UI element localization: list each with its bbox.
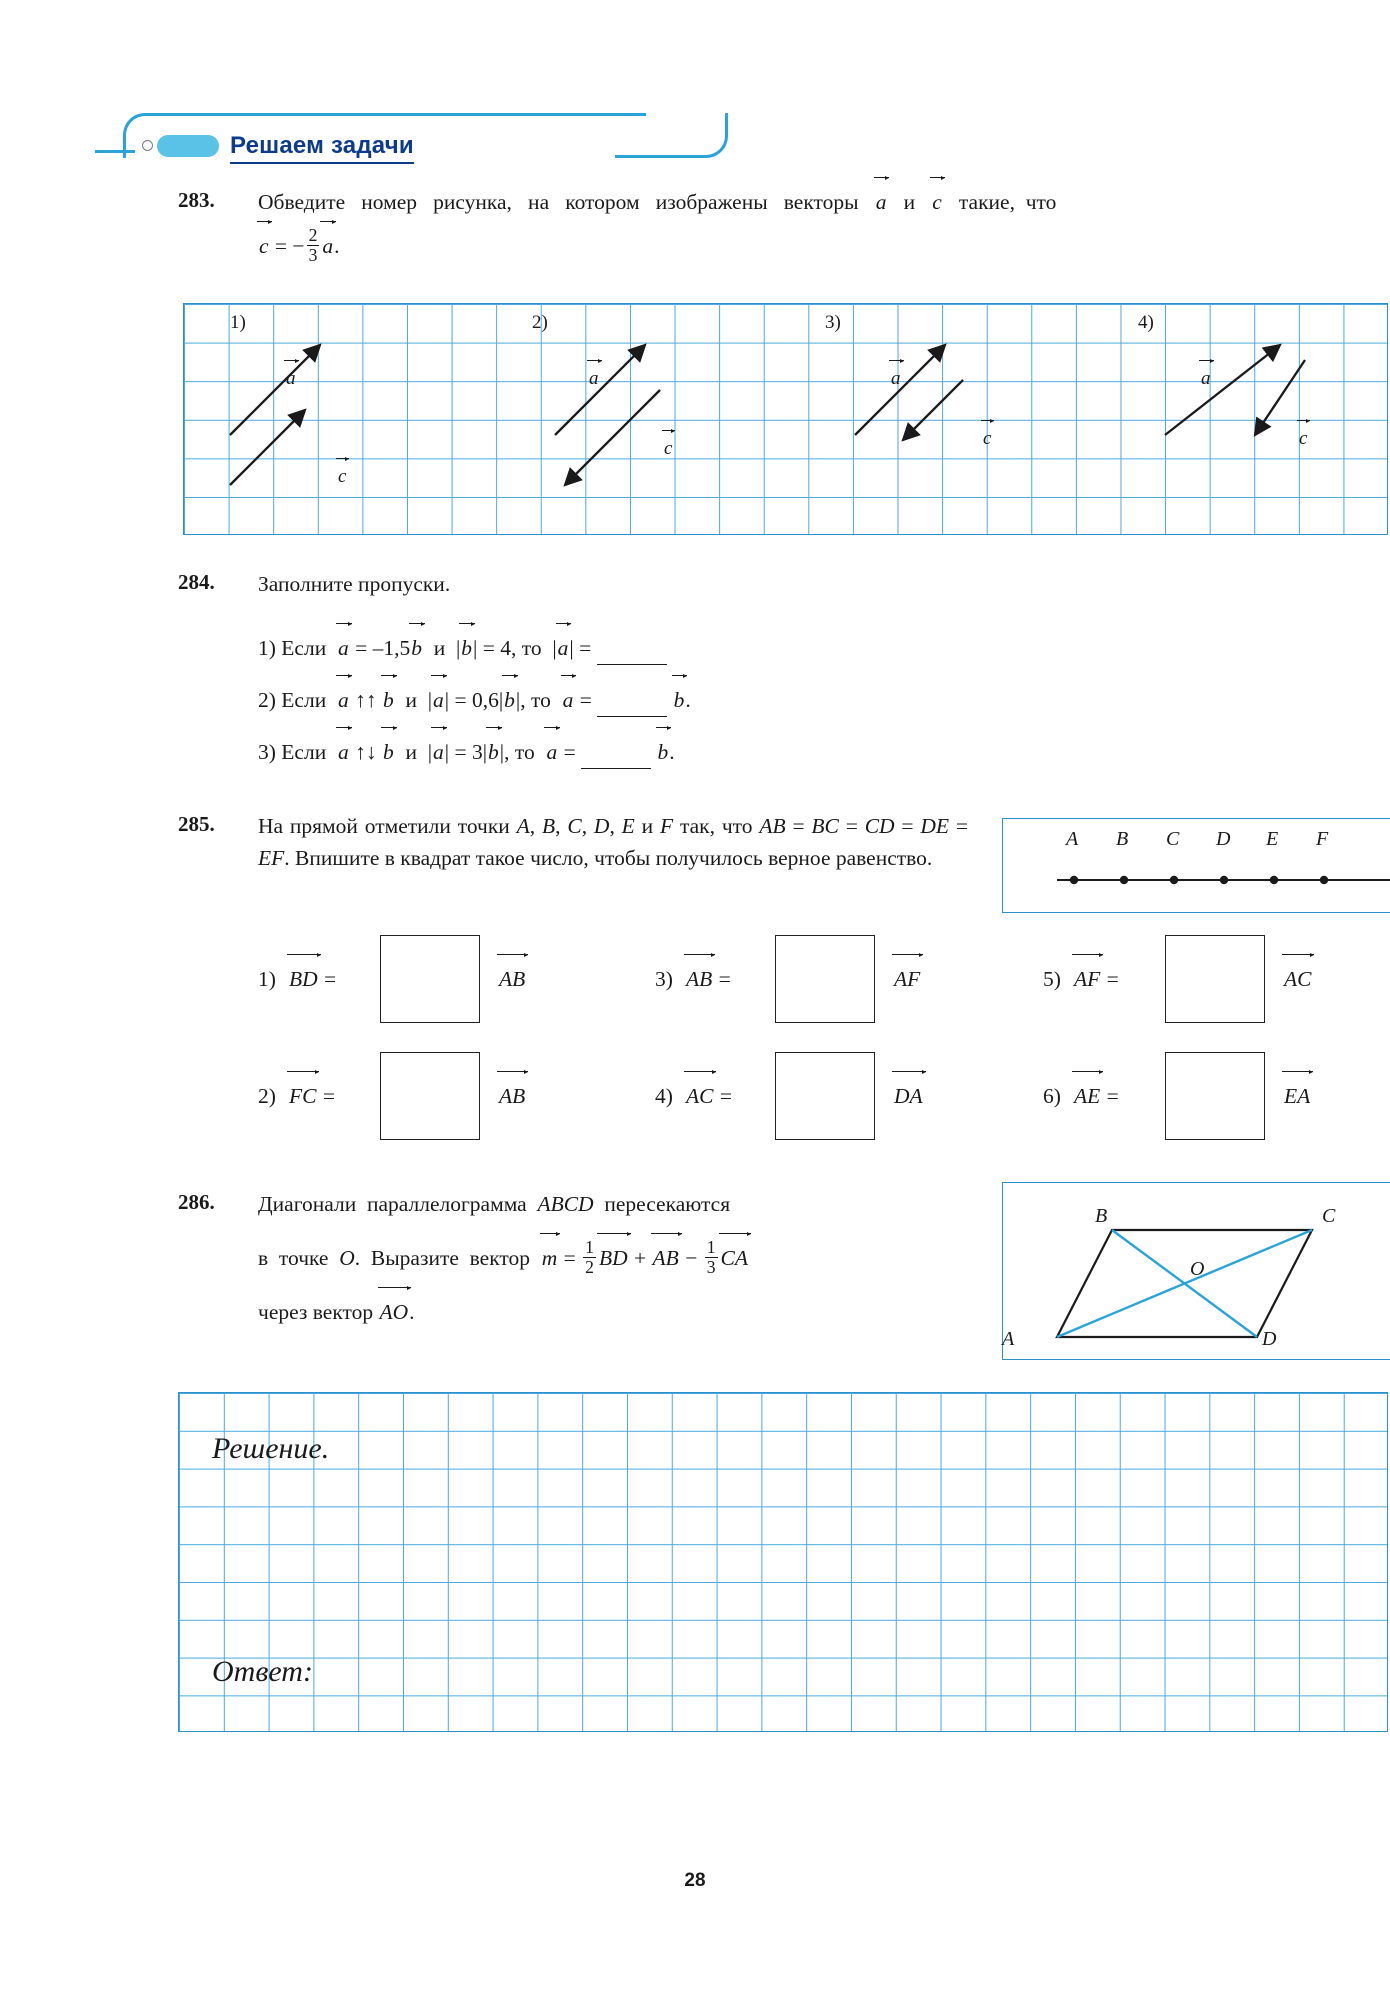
- blank-284-2[interactable]: [597, 684, 667, 717]
- figure-2-label-a: a: [589, 368, 599, 389]
- task-283-text: Обведите номер рисунка, на котором изображены векторы a и c такие, что: [258, 186, 1390, 218]
- eq-285-5-left: AF =: [1073, 963, 1119, 995]
- eq-285-1-left: BD =: [288, 963, 336, 995]
- page-number: 28: [684, 1870, 706, 1891]
- task-number-286: 286.: [178, 1190, 215, 1214]
- eq-285-4-input[interactable]: [775, 1052, 875, 1140]
- figure-2-label-c: c: [664, 438, 673, 459]
- figure-4-label-a: a: [1201, 368, 1211, 389]
- eq-285-3-left: AB =: [685, 963, 731, 995]
- header-frame-right: [615, 113, 728, 158]
- task-286-line2: в точке O. Выразите вектор m = $\frac{1}{2}$ BD + AB − $\frac{1}{3}$ CA: [258, 1237, 749, 1278]
- task-285-points-figure: [1002, 818, 1390, 913]
- task-286-line3: через вектор AO.: [258, 1296, 415, 1328]
- task-284-text: Заполните пропуски.: [258, 572, 451, 596]
- task-284-item-3: 3) Если a ↑↓ b и |a| = 3|b|, то a = b.: [258, 736, 675, 769]
- task-283-formula: c = − $\frac{2}{3}$ a.: [259, 225, 340, 266]
- figure-1-label-c: c: [338, 466, 347, 487]
- eq-285-3-marker: 3): [655, 967, 673, 991]
- figure-label-3: 3): [825, 312, 841, 333]
- point-label-B: B: [1116, 828, 1129, 850]
- figure-3-label-c: c: [983, 428, 992, 449]
- answer-label: Ответ:: [212, 1655, 313, 1688]
- eq-285-1-input[interactable]: [380, 935, 480, 1023]
- task-284-item-1: 1) Если a = –1,5b и |b| = 4, то |a| =: [258, 632, 667, 665]
- eq-285-2-input[interactable]: [380, 1052, 480, 1140]
- figure-2-vectors: [540, 325, 730, 525]
- parallelogram-label-A: A: [1002, 1328, 1015, 1350]
- parallelogram-label-B: B: [1095, 1205, 1108, 1227]
- header-pill-icon: [157, 135, 219, 157]
- point-label-C: C: [1166, 828, 1180, 850]
- blank-284-3[interactable]: [581, 736, 651, 769]
- blank-284-1[interactable]: [597, 632, 667, 665]
- eq-285-4-marker: 4): [655, 1084, 673, 1108]
- eq-285-2-left: FC =: [288, 1080, 335, 1112]
- point-label-E: E: [1266, 828, 1279, 850]
- section-title: Решаем задачи: [230, 132, 414, 164]
- task-286-line1: Диагонали параллелограмма ABCD пересекаются: [258, 1192, 731, 1216]
- figure-3-label-a: a: [891, 368, 901, 389]
- solution-label: Решение.: [212, 1432, 330, 1465]
- eq-285-3-input[interactable]: [775, 935, 875, 1023]
- eq-285-2-right: AB: [498, 1080, 526, 1112]
- eq-285-4-left: AC =: [685, 1080, 732, 1112]
- eq-285-2-marker: 2): [258, 1084, 276, 1108]
- figure-4-label-c: c: [1299, 428, 1308, 449]
- point-label-D: D: [1216, 828, 1231, 850]
- eq-285-4-right: DA: [893, 1080, 924, 1112]
- figure-3-vectors: [845, 325, 1035, 525]
- figure-label-2: 2): [532, 312, 548, 333]
- parallelogram-label-D: D: [1262, 1328, 1277, 1350]
- figure-1-vectors: [215, 325, 375, 525]
- bullet-circle-icon: [142, 140, 153, 151]
- eq-285-6-marker: 6): [1043, 1084, 1061, 1108]
- task-number-284: 284.: [178, 570, 215, 594]
- point-label-F: F: [1316, 828, 1329, 850]
- worksheet-grid[interactable]: [178, 1392, 1388, 1732]
- eq-285-5-input[interactable]: [1165, 935, 1265, 1023]
- eq-285-6-left: AE =: [1073, 1080, 1119, 1112]
- eq-285-1-marker: 1): [258, 967, 276, 991]
- task-285-text: На прямой отметили точки A, B, C, D, E и F так, что AB = BC = CD = DE = EF. Впишите в квадрат такое число, чтобы получилось верное равенство.: [258, 814, 969, 870]
- parallelogram-label-O: O: [1190, 1258, 1205, 1280]
- task-number-283: 283.: [178, 188, 215, 212]
- eq-285-1-right: AB: [498, 963, 526, 995]
- eq-285-5-right: AC: [1283, 963, 1312, 995]
- task-284-item-2: 2) Если a ↑↑ b и |a| = 0,6|b|, то a = b.: [258, 684, 691, 717]
- figure-4-vectors: [1155, 325, 1345, 525]
- task-number-285: 285.: [178, 812, 215, 836]
- eq-285-6-right: EA: [1283, 1080, 1311, 1112]
- figure-1-label-a: a: [286, 368, 296, 389]
- eq-285-5-marker: 5): [1043, 967, 1061, 991]
- eq-285-6-input[interactable]: [1165, 1052, 1265, 1140]
- figure-label-4: 4): [1138, 312, 1154, 333]
- figure-label-1: 1): [230, 312, 246, 333]
- section-header: [95, 110, 695, 165]
- point-label-A: A: [1066, 828, 1079, 850]
- eq-285-3-right: AF: [893, 963, 921, 995]
- parallelogram-label-C: C: [1322, 1205, 1336, 1227]
